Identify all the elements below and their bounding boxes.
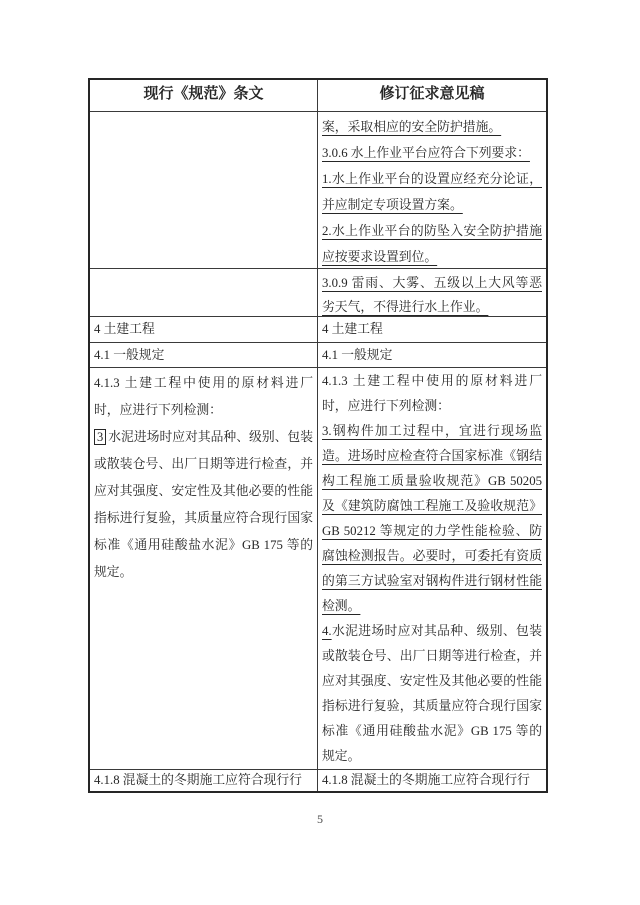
row1-current-code-cell-empty [90,112,318,268]
row2-revision-draft-cell [318,269,546,316]
inserted-item-number: 4. [322,624,332,638]
column-header-current-code: 现行《规范》条文 [90,80,318,111]
table-header-row [90,80,546,112]
table-row-clause-4-1-8 [90,770,546,791]
section-4-1-title-revision: 4.1 一般规定 [322,348,393,362]
clause-3-0-6-heading: 3.0.6 水上作业平台应符合下列要求： [322,146,530,160]
clause-4-1-3-intro-current: 4.1.3 土建工程中使用的原材料进厂时，应进行下列检测： [94,376,313,417]
clause-3-0-9: 3.0.9 雷雨、大雾、五级以上大风等恶劣天气，不得进行水上作业。 [322,276,542,314]
clause-4-1-3-item-3-steel-revision: 3.钢构件加工过程中，宜进行现场监造。进场时应检查符合国家标准《钢结构工程施工质量验收规范》GB 50205 及《建筑防腐蚀工程施工及验收规范》GB 50212 等规定的力学性能检验、防腐蚀检测报告。必要时，可委托有资质的第三方试验室对钢构件进行钢材性能检测。 [322,424,542,613]
clause-3-0-6-item-1: 1.水上作业平台的设置应经充分论证，并应制定专项设置方案。 [322,172,542,212]
revision-comparison-table [88,78,548,793]
clause-4-1-3-item-4-revision [322,619,542,769]
table-row-3-0-6 [90,112,546,269]
row4-current-code-cell [90,343,318,367]
clause-4-1-8-current: 4.1.8 混凝土的冬期施工应符合现行行 [94,773,302,787]
section-4-1-title-current: 4.1 一般规定 [94,348,165,362]
column-header-revision-draft: 修订征求意见稿 [379,86,485,102]
row5-current-code-cell [90,368,318,769]
clause-4-1-3-item-3-text-current: 水泥进场时应对其品种、级别、包装或散装仓号、出厂日期等进行检查，并应对其强度、安定性及其他必要的性能指标进行复验，其质量应符合现行国家标准《通用硅酸盐水泥》GB 175 等的规定。 [94,430,313,579]
row5-revision-draft-cell [318,368,546,769]
table-row-3-0-9 [90,269,546,317]
clause-4-1-8-revision: 4.1.8 混凝土的冬期施工应符合现行行 [322,773,530,787]
row6-current-code-cell [90,770,318,791]
table-row-clause-4-1-3 [90,368,546,770]
table-row-section-4 [90,317,546,343]
clause-continuation-text: 案，采取相应的安全防护措施。 [322,120,502,134]
page-number: 5 [317,812,323,826]
row3-current-code-cell [90,317,318,342]
section-4-title-revision: 4 土建工程 [322,322,383,336]
row1-revision-draft-cell [318,112,546,268]
row6-revision-draft-cell [318,770,546,791]
row3-revision-draft-cell [318,317,546,342]
row2-current-code-cell-empty [90,269,318,316]
table-row-section-4-1 [90,343,546,368]
clause-4-1-3-intro-revision: 4.1.3 土建工程中使用的原材料进厂时，应进行下列检测： [322,374,542,413]
clause-3-0-6-item-2: 2.水上作业平台的防坠入安全防护措施应按要求设置到位。 [322,224,542,264]
row4-revision-draft-cell [318,343,546,367]
clause-4-1-3-item-4-text-revision: 水泥进场时应对其品种、级别、包装或散装仓号、出厂日期等进行检查，并应对其强度、安定性及其他必要的性能指标进行复验，其质量应符合现行国家标准《通用硅酸盐水泥》GB 175 等的规定。 [322,624,542,763]
section-4-title-current: 4 土建工程 [94,322,155,336]
clause-4-1-3-item-3-current [94,424,313,586]
deleted-item-number-box: 3 [94,429,106,445]
